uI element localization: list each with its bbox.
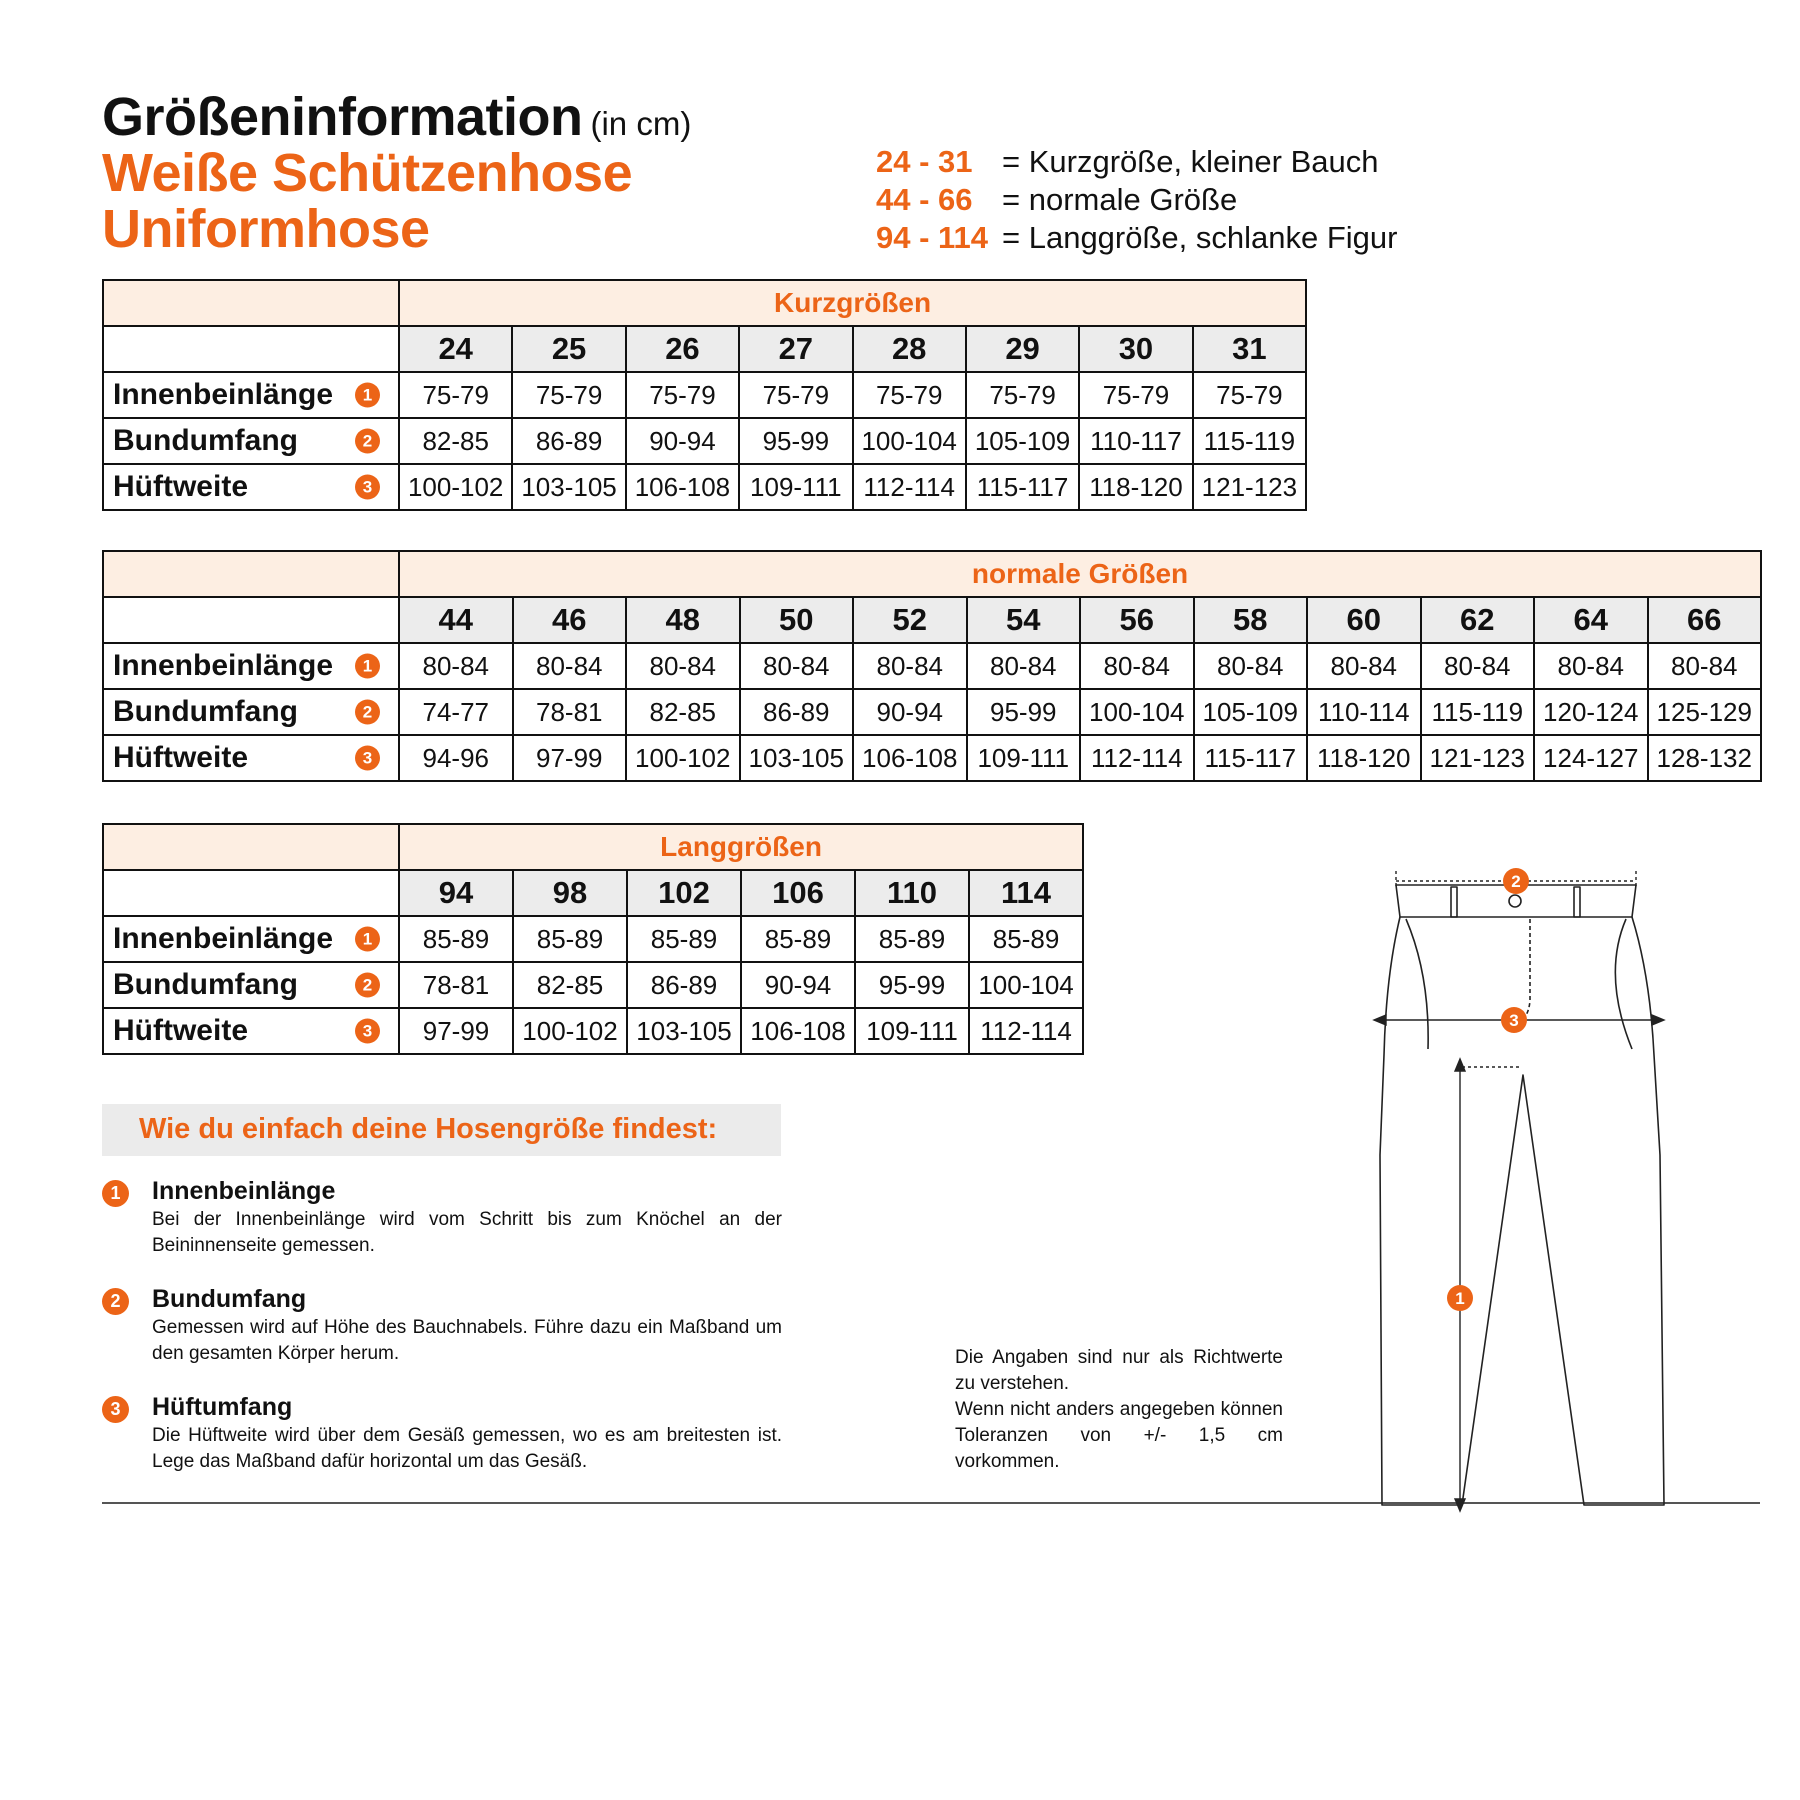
size-blank-cell bbox=[103, 870, 399, 916]
table-title: Langgrößen bbox=[399, 824, 1083, 870]
measurement-cell: 80-84 bbox=[1307, 643, 1421, 689]
size-legend bbox=[876, 143, 1397, 257]
measurement-cell: 100-104 bbox=[1080, 689, 1194, 735]
number-badge: 2 bbox=[355, 973, 380, 998]
measurement-cell: 80-84 bbox=[1648, 643, 1762, 689]
inseam-arrow-top bbox=[1455, 1059, 1465, 1071]
row-label: Hüftweite bbox=[113, 470, 248, 503]
measurement-cell: 112-114 bbox=[1080, 735, 1194, 781]
measurement-cell: 85-89 bbox=[855, 916, 969, 962]
size-header-cell: 106 bbox=[741, 870, 855, 916]
row-label: Hüftweite bbox=[113, 741, 248, 774]
number-badge: 3 bbox=[102, 1396, 129, 1423]
row-label-cell bbox=[103, 1008, 399, 1054]
row-label: Bundumfang bbox=[113, 695, 298, 728]
measurement-cell: 80-84 bbox=[626, 643, 740, 689]
measurement-cell: 86-89 bbox=[512, 418, 625, 464]
table-langgroessen bbox=[102, 823, 1084, 1055]
measurement-cell: 109-111 bbox=[739, 464, 852, 510]
size-header-cell: 25 bbox=[512, 326, 625, 372]
measurement-cell: 100-102 bbox=[513, 1008, 627, 1054]
measurement-cell: 100-104 bbox=[969, 962, 1083, 1008]
instruction-text: Die Hüftweite wird über dem Gesäß gemessen, wo es am breitesten ist. Lege das Maßband dafür horizontal um das Gesäß. bbox=[152, 1425, 782, 1472]
table-kurzgroessen bbox=[102, 279, 1307, 511]
size-header-cell: 29 bbox=[966, 326, 1079, 372]
title-text: Größeninformation bbox=[102, 87, 583, 147]
measurement-cell: 106-108 bbox=[853, 735, 967, 781]
measurement-cell: 110-114 bbox=[1307, 689, 1421, 735]
measurement-cell: 85-89 bbox=[513, 916, 627, 962]
table-row bbox=[103, 643, 1761, 689]
measurement-cell: 90-94 bbox=[853, 689, 967, 735]
measurement-cell: 112-114 bbox=[969, 1008, 1083, 1054]
row-label-cell bbox=[103, 643, 399, 689]
measurement-cell: 120-124 bbox=[1534, 689, 1648, 735]
size-header-cell: 102 bbox=[627, 870, 741, 916]
number-badge: 3 bbox=[355, 475, 380, 500]
product-title-line1: Weiße Schützenhose bbox=[102, 143, 633, 203]
measurement-cell: 118-120 bbox=[1307, 735, 1421, 781]
measurement-cell: 109-111 bbox=[967, 735, 1081, 781]
row-label: Bundumfang bbox=[113, 424, 298, 457]
badge-2-label: 2 bbox=[1511, 872, 1521, 891]
measurement-cell: 82-85 bbox=[399, 418, 512, 464]
size-header-cell: 52 bbox=[853, 597, 967, 643]
number-badge: 1 bbox=[102, 1180, 129, 1207]
size-header-cell: 56 bbox=[1080, 597, 1194, 643]
measurement-cell: 75-79 bbox=[966, 372, 1079, 418]
size-header-cell: 64 bbox=[1534, 597, 1648, 643]
row-label: Innenbeinlänge bbox=[113, 649, 334, 682]
row-label-cell bbox=[103, 916, 399, 962]
size-header-cell: 50 bbox=[740, 597, 854, 643]
size-header-cell: 44 bbox=[399, 597, 513, 643]
number-badge: 1 bbox=[355, 927, 380, 952]
measurement-cell: 115-119 bbox=[1193, 418, 1306, 464]
trousers-diagram bbox=[1370, 855, 1690, 1535]
badge-1-label: 1 bbox=[1455, 1289, 1465, 1308]
measurement-cell: 128-132 bbox=[1648, 735, 1762, 781]
measurement-cell: 78-81 bbox=[513, 689, 627, 735]
button bbox=[1509, 895, 1521, 907]
legend-desc: = Kurzgröße, kleiner Bauch bbox=[1002, 144, 1379, 179]
row-label: Innenbeinlänge bbox=[113, 922, 334, 955]
measurement-cell: 80-84 bbox=[513, 643, 627, 689]
table-row bbox=[103, 962, 1083, 1008]
legend-range: 94 - 114 bbox=[876, 220, 989, 255]
size-header-cell: 58 bbox=[1194, 597, 1308, 643]
row-label-cell bbox=[103, 418, 399, 464]
row-label-cell bbox=[103, 372, 399, 418]
table-row bbox=[103, 916, 1083, 962]
measurement-cell: 82-85 bbox=[513, 962, 627, 1008]
belt-loop-left bbox=[1451, 887, 1457, 917]
size-header-cell: 31 bbox=[1193, 326, 1306, 372]
title-unit: (in cm) bbox=[590, 105, 692, 142]
size-header-cell: 24 bbox=[399, 326, 512, 372]
row-label-cell bbox=[103, 962, 399, 1008]
instruction-title: Hüftumfang bbox=[152, 1393, 293, 1421]
size-header-cell: 28 bbox=[853, 326, 966, 372]
number-badge: 2 bbox=[355, 429, 380, 454]
legend-row bbox=[876, 219, 1397, 257]
measurement-cell: 97-99 bbox=[399, 1008, 513, 1054]
measurement-cell: 78-81 bbox=[399, 962, 513, 1008]
note-line: Wenn nicht anders angegeben können Toleranzen von +/- 1,5 cm vorkommen. bbox=[955, 1399, 1283, 1472]
instruction-text: Bei der Innenbeinlänge wird vom Schritt bis zum Knöchel an der Beininnenseite gemessen. bbox=[152, 1209, 782, 1256]
measurement-cell: 125-129 bbox=[1648, 689, 1762, 735]
howto-title: Wie du einfach deine Hosengröße findest: bbox=[139, 1113, 718, 1145]
trousers-outline bbox=[1380, 917, 1664, 1505]
row-label: Hüftweite bbox=[113, 1014, 248, 1047]
instruction-text: Gemessen wird auf Höhe des Bauchnabels. Führe dazu ein Maßband um den gesamten Körper herum. bbox=[152, 1317, 782, 1364]
measurement-cell: 124-127 bbox=[1534, 735, 1648, 781]
size-header-cell: 98 bbox=[513, 870, 627, 916]
number-badge: 2 bbox=[355, 700, 380, 725]
table-row bbox=[103, 1008, 1083, 1054]
table-title: normale Größen bbox=[399, 551, 1761, 597]
size-header-cell: 60 bbox=[1307, 597, 1421, 643]
measurement-cell: 80-84 bbox=[967, 643, 1081, 689]
measurement-cell: 100-104 bbox=[853, 418, 966, 464]
table-row bbox=[103, 372, 1306, 418]
measurement-cell: 106-108 bbox=[741, 1008, 855, 1054]
number-badge: 3 bbox=[355, 1019, 380, 1044]
measurement-cell: 121-123 bbox=[1193, 464, 1306, 510]
header-blank-cell bbox=[103, 280, 399, 326]
size-header-cell: 26 bbox=[626, 326, 739, 372]
measurement-cell: 109-111 bbox=[855, 1008, 969, 1054]
measurement-cell: 75-79 bbox=[512, 372, 625, 418]
measurement-cell: 75-79 bbox=[853, 372, 966, 418]
measurement-cell: 112-114 bbox=[853, 464, 966, 510]
belt-loop-right bbox=[1574, 887, 1580, 917]
measurement-cell: 86-89 bbox=[627, 962, 741, 1008]
measurement-cell: 103-105 bbox=[740, 735, 854, 781]
size-header-cell: 110 bbox=[855, 870, 969, 916]
measurement-cell: 103-105 bbox=[512, 464, 625, 510]
size-header-cell: 46 bbox=[513, 597, 627, 643]
measurement-cell: 75-79 bbox=[626, 372, 739, 418]
hip-arrow-right bbox=[1652, 1015, 1664, 1025]
measurement-cell: 103-105 bbox=[627, 1008, 741, 1054]
table-row bbox=[103, 689, 1761, 735]
legend-row bbox=[876, 143, 1397, 181]
measurement-cell: 115-117 bbox=[1194, 735, 1308, 781]
legend-range: 44 - 66 bbox=[876, 182, 973, 217]
measurement-cell: 85-89 bbox=[399, 916, 513, 962]
table-row bbox=[103, 464, 1306, 510]
measurement-cell: 106-108 bbox=[626, 464, 739, 510]
pocket-left bbox=[1406, 919, 1428, 1049]
row-label-cell bbox=[103, 464, 399, 510]
page-title bbox=[102, 86, 691, 148]
measurement-cell: 95-99 bbox=[739, 418, 852, 464]
measurement-cell: 80-84 bbox=[1080, 643, 1194, 689]
table-normale-groessen bbox=[102, 550, 1762, 782]
measurement-cell: 80-84 bbox=[1534, 643, 1648, 689]
measurement-cell: 97-99 bbox=[513, 735, 627, 781]
measurement-cell: 75-79 bbox=[1079, 372, 1192, 418]
measurement-cell: 80-84 bbox=[1194, 643, 1308, 689]
table-row bbox=[103, 735, 1761, 781]
measurement-cell: 100-102 bbox=[626, 735, 740, 781]
table-row bbox=[103, 418, 1306, 464]
header-blank-cell bbox=[103, 824, 399, 870]
note-line: Die Angaben sind nur als Richtwerte zu verstehen. bbox=[955, 1347, 1283, 1394]
legend-row bbox=[876, 181, 1397, 219]
number-badge: 2 bbox=[102, 1288, 129, 1315]
measurement-cell: 121-123 bbox=[1421, 735, 1535, 781]
badge-3-label: 3 bbox=[1509, 1011, 1519, 1030]
size-header-cell: 66 bbox=[1648, 597, 1762, 643]
measurement-cell: 80-84 bbox=[740, 643, 854, 689]
legend-desc: = normale Größe bbox=[1002, 182, 1238, 217]
number-badge: 1 bbox=[355, 654, 380, 679]
size-header-cell: 54 bbox=[967, 597, 1081, 643]
product-title-line2: Uniformhose bbox=[102, 199, 430, 259]
legend-desc: = Langgröße, schlanke Figur bbox=[1002, 220, 1398, 255]
measurement-cell: 105-109 bbox=[1194, 689, 1308, 735]
instruction-title: Bundumfang bbox=[152, 1285, 307, 1313]
row-label-cell bbox=[103, 735, 399, 781]
size-header-cell: 114 bbox=[969, 870, 1083, 916]
table-title: Kurzgrößen bbox=[399, 280, 1306, 326]
measurement-cell: 95-99 bbox=[967, 689, 1081, 735]
measurement-cell: 75-79 bbox=[739, 372, 852, 418]
hip-arrow-left bbox=[1374, 1015, 1386, 1025]
size-header-cell: 94 bbox=[399, 870, 513, 916]
pocket-right bbox=[1615, 919, 1632, 1049]
measurement-cell: 85-89 bbox=[627, 916, 741, 962]
legend-range: 24 - 31 bbox=[876, 144, 973, 179]
number-badge: 1 bbox=[355, 383, 380, 408]
measurement-cell: 82-85 bbox=[626, 689, 740, 735]
measurement-cell: 118-120 bbox=[1079, 464, 1192, 510]
measurement-cell: 86-89 bbox=[740, 689, 854, 735]
measurement-cell: 80-84 bbox=[399, 643, 513, 689]
size-header-cell: 62 bbox=[1421, 597, 1535, 643]
size-header-cell: 30 bbox=[1079, 326, 1192, 372]
measurement-cell: 80-84 bbox=[853, 643, 967, 689]
disclaimer-note bbox=[955, 1345, 1283, 1475]
header-blank-cell bbox=[103, 551, 399, 597]
measurement-cell: 90-94 bbox=[741, 962, 855, 1008]
measurement-cell: 80-84 bbox=[1421, 643, 1535, 689]
measurement-cell: 100-102 bbox=[399, 464, 512, 510]
row-label: Innenbeinlänge bbox=[113, 378, 334, 411]
size-blank-cell bbox=[103, 326, 399, 372]
instruction-title: Innenbeinlänge bbox=[152, 1177, 336, 1205]
row-label-cell bbox=[103, 689, 399, 735]
measurement-cell: 74-77 bbox=[399, 689, 513, 735]
number-badge: 3 bbox=[355, 746, 380, 771]
measurement-cell: 110-117 bbox=[1079, 418, 1192, 464]
size-header-cell: 48 bbox=[626, 597, 740, 643]
measurement-cell: 105-109 bbox=[966, 418, 1079, 464]
size-blank-cell bbox=[103, 597, 399, 643]
measurement-cell: 90-94 bbox=[626, 418, 739, 464]
measurement-cell: 85-89 bbox=[741, 916, 855, 962]
measurement-cell: 95-99 bbox=[855, 962, 969, 1008]
measurement-cell: 75-79 bbox=[1193, 372, 1306, 418]
measurement-cell: 115-117 bbox=[966, 464, 1079, 510]
measurement-cell: 75-79 bbox=[399, 372, 512, 418]
measurement-cell: 85-89 bbox=[969, 916, 1083, 962]
size-header-cell: 27 bbox=[739, 326, 852, 372]
measurement-cell: 115-119 bbox=[1421, 689, 1535, 735]
row-label: Bundumfang bbox=[113, 968, 298, 1001]
measurement-cell: 94-96 bbox=[399, 735, 513, 781]
